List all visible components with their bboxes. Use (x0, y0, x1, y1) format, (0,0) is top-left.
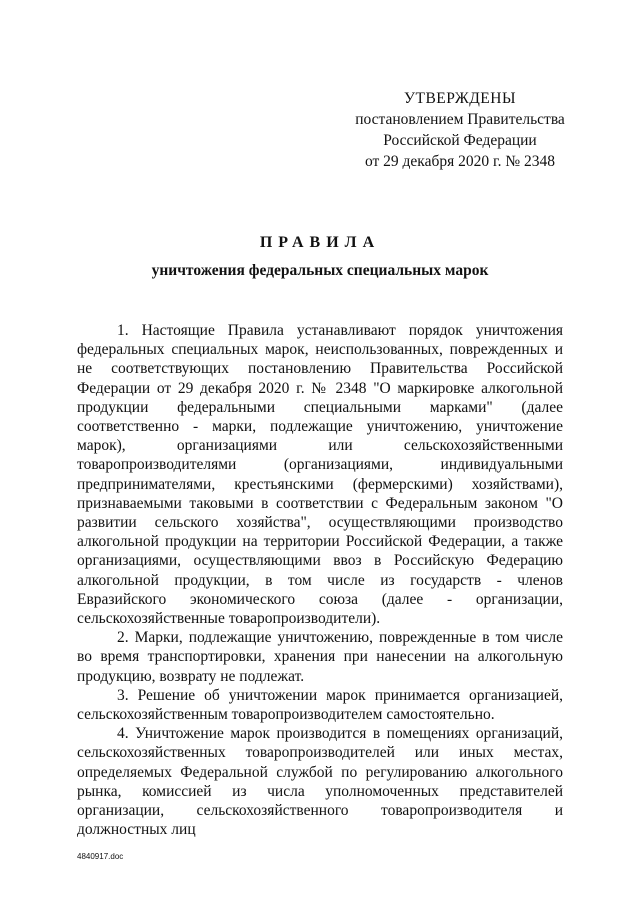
approval-line-2: Российской Федерации (383, 132, 537, 149)
document-title: ПРАВИЛА (259, 234, 381, 251)
footer-filename: 4840917.doc (77, 852, 124, 861)
approval-block (300, 88, 620, 172)
paragraph-2: 2. Марки, подлежащие уничтожению, поврежденные в том числе во время транспортировки, хранения при нанесении на алкогольную продукцию, возврату не подлежат. (77, 629, 563, 685)
document-subtitle: уничтожения федеральных специальных марок (151, 262, 489, 279)
approval-line-3: от 29 декабря 2020 г. № 2348 (364, 153, 556, 170)
paragraph-1: 1. Настоящие Правила устанавливают порядок уничтожения федеральных специальных марок, неиспользованных, поврежденных и не соответствующих постановлению Правительства Российской Федерации от 29 декабря 2020 г. № 2348 "О маркировке алкогольной продукции федеральными специальными марками" (далее соответственно - марки, подлежащие уничтожению, уничтожение марок), организациями или сельскохозяйственными товаропроизводителями (организациями, индивидуальными предпринимателями, крестьянскими (фермерскими) хозяйствами), признаваемыми таковыми в соответствии с Федеральным законом "О развитии сельского хозяйства", осуществляющими производство алкогольной продукции на территории Российской Федерации, а также организациями, осуществляющими ввоз в Российскую Федерацию алкогольной продукции, в том числе из государств - членов Евразийского экономического союза (далее - организации, сельскохозяйственные товаропроизводители). (77, 322, 563, 628)
document-body (77, 321, 563, 839)
approval-title: УТВЕРЖДЕНЫ (404, 90, 516, 107)
approval-line-1: постановлением Правительства (355, 111, 565, 128)
paragraph-3: 3. Решение об уничтожении марок принимается организацией, сельскохозяйственным товаропроизводителем самостоятельно. (77, 686, 563, 724)
paragraph-4: 4. Уничтожение марок производится в помещениях организаций, сельскохозяйственных товаропроизводителей или иных местах, определяемых Федеральной службой по регулированию алкогольного рынка, комиссией из числа уполномоченных представителей организации, сельскохозяйственного товаропроизводителя и должностных лиц (77, 725, 563, 839)
